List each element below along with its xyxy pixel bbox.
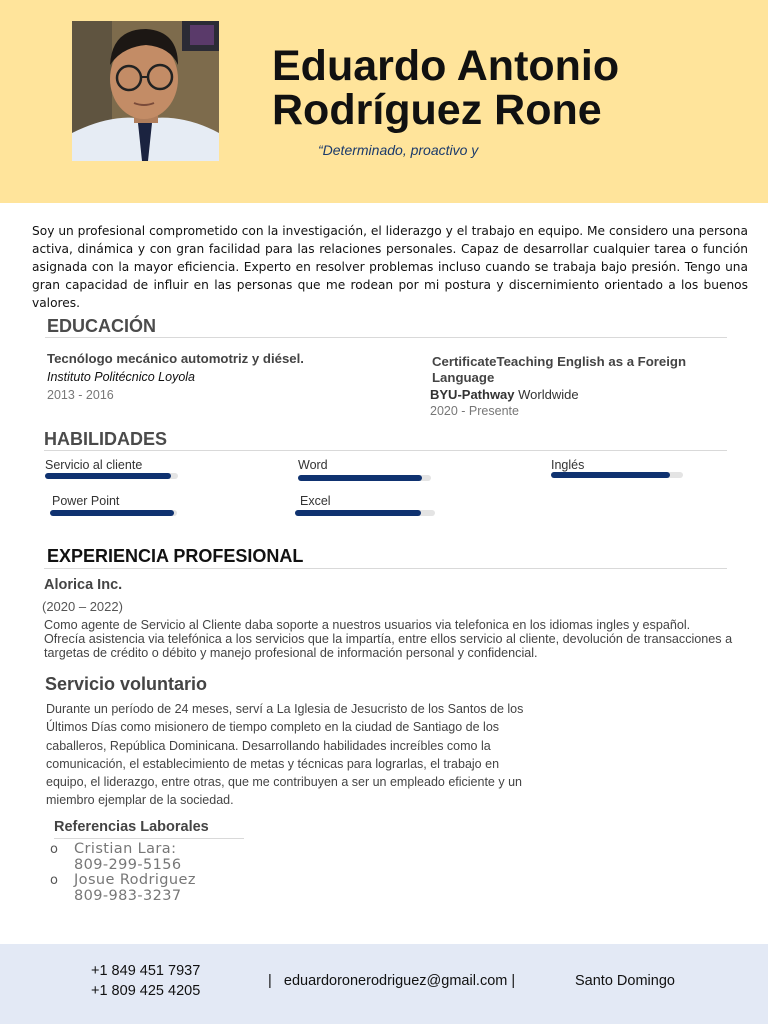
- name-line-2: Rodríguez Rone: [272, 86, 602, 134]
- skill-label: Servicio al cliente: [45, 458, 143, 472]
- volunteer-description: Durante un período de 24 meses, serví a La Iglesia de Jesucristo de los Santos de los Últimos Días como misionero de tiempo completo en la ciudad de Santiago de los caballeros, República Dominicana. Desarrollando habilidades increíbles como la comunicación, el establecimiento de metas y técnicas para lograrlas, el trabajo en equipo, el liderazgo, entre otras, que me contribuyen a ser un empleado eficiente y un miembro ejemplar de la sociedad.: [46, 702, 524, 808]
- name-line-1: Eduardo Antonio: [272, 42, 620, 90]
- education-heading: EDUCACIÓN: [47, 316, 157, 336]
- skill-bar-track: [295, 510, 435, 516]
- volunteer-heading: Servicio voluntario: [45, 674, 208, 694]
- skills-heading: HABILIDADES: [44, 429, 168, 449]
- skill-bar-fill: [298, 475, 422, 481]
- education-institution-1: Instituto Politécnico Loyola: [47, 370, 196, 384]
- skill-bar-fill: [45, 473, 171, 479]
- education-dates-1: 2013 - 2016: [47, 388, 114, 402]
- profile-photo: [72, 21, 219, 161]
- phone-1: +1 849 451 7937: [91, 963, 201, 979]
- company-name: Alorica Inc.: [44, 577, 123, 593]
- skill-bar-track: [551, 472, 683, 478]
- tagline: “Determinado, proactivo y: [318, 142, 479, 158]
- references-list: [50, 842, 350, 904]
- education-divider: [45, 337, 727, 338]
- reference-name: Cristian Lara:: [74, 841, 177, 857]
- reference-item: [50, 842, 350, 873]
- skill-label: Power Point: [52, 494, 120, 508]
- skill-bar-track: [45, 473, 178, 479]
- skill-bar-track: [50, 510, 177, 516]
- references-heading: Referencias Laborales: [54, 819, 209, 835]
- education-degree-2: CertificateTeaching English as a Foreign Language: [432, 354, 687, 385]
- reference-name: Josue Rodriguez: [74, 872, 196, 888]
- employment-period: (2020 – 2022): [42, 599, 123, 614]
- experience-heading: EXPERIENCIA PROFESIONAL: [47, 546, 304, 566]
- institution-2-bold: BYU-Pathway: [430, 387, 515, 402]
- bullet-icon: o: [50, 842, 59, 857]
- separator-left: |: [268, 973, 272, 989]
- references-divider: [54, 838, 244, 839]
- skill-label: Word: [298, 458, 328, 472]
- phone-2: +1 809 425 4205: [91, 982, 201, 999]
- city: Santo Domingo: [575, 973, 675, 989]
- email-contact: [268, 973, 515, 989]
- skills-divider: [44, 450, 727, 451]
- header-banner: [0, 0, 768, 203]
- reference-phone: 809-983-3237: [74, 887, 182, 904]
- education-degree-1: Tecnólogo mecánico automotriz y diésel.: [47, 351, 304, 366]
- profile-summary: Soy un profesional comprometido con la investigación, el liderazgo y el trabajo en equipo. Me considero una persona activa, dinámica y con gran facilidad para las relaciones personales. Capaz de desarrollar cualquier tarea o función asignada con la mayor eficiencia. Experto en resolver problemas incluso cuando se trabaja bajo presión. Tengo una gran capacidad de influir en las personas que me rodean por mi postura y discernimiento orientado a los buenos valores.: [32, 224, 748, 310]
- bullet-icon: o: [50, 873, 59, 888]
- separator-right: |: [511, 973, 516, 989]
- education-institution-2: [430, 387, 579, 402]
- reference-item: [50, 873, 350, 904]
- email-address[interactable]: eduardoronerodriguez@gmail.com: [283, 973, 508, 989]
- skill-bar-fill: [295, 510, 421, 516]
- reference-phone: 809-299-5156: [74, 856, 182, 873]
- skill-bar-track: [298, 475, 431, 481]
- skill-bar-fill: [50, 510, 174, 516]
- institution-2-rest: Worldwide: [514, 387, 579, 402]
- experience-description: Como agente de Servicio al Cliente daba soporte a nuestros usuarios via telefonica en los idiomas ingles y español. Ofrecía asistencia via telefónica a los servicios que la impartía, entre ellos servicio al cliente, devolución de transacciones a targetas de crédito o débito y manejo profesional de información personal y confidencial.: [44, 618, 733, 660]
- candidate-name: [272, 44, 742, 132]
- education-dates-2: 2020 - Presente: [430, 404, 519, 418]
- phone-numbers: [91, 962, 200, 1001]
- skill-label: Inglés: [551, 458, 585, 472]
- skill-label: Excel: [300, 494, 331, 508]
- skill-bar-fill: [551, 472, 670, 478]
- experience-divider: [44, 568, 727, 569]
